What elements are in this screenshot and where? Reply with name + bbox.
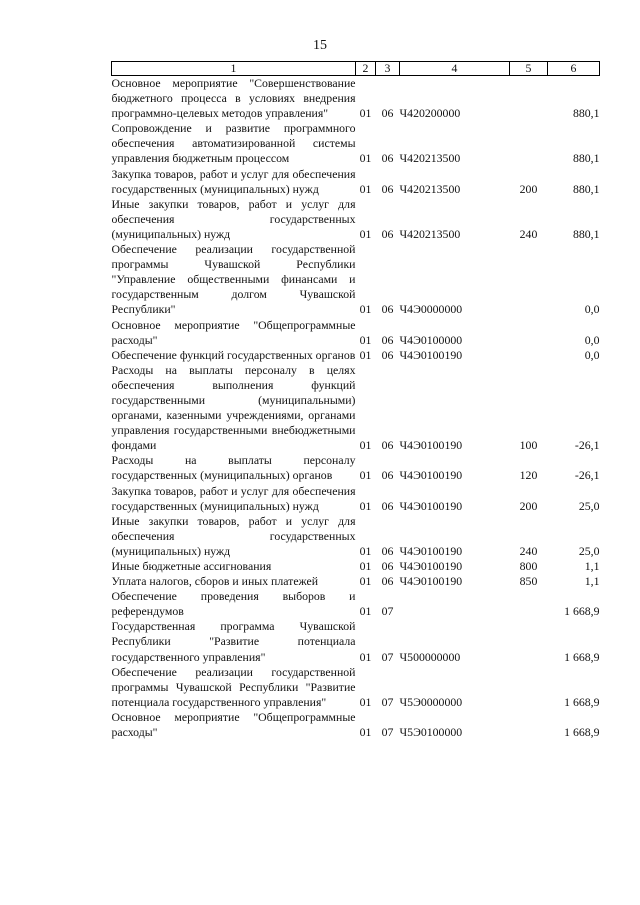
row-name: Обеспечение реализации государственной программы Чувашской Республики "Управление общественными финансами и государственным долгом Чувашской Республики" bbox=[111, 242, 356, 317]
table-row bbox=[112, 484, 600, 514]
row-amount: 1 668,9 bbox=[564, 649, 600, 664]
row-section: 01 bbox=[359, 559, 372, 573]
row-amount: -26,1 bbox=[574, 468, 600, 483]
row-amount: 1 668,9 bbox=[564, 725, 600, 740]
table-header-row bbox=[112, 62, 600, 76]
row-amount: 880,1 bbox=[572, 106, 600, 121]
row-name: Закупка товаров, работ и услуг для обеспечения государственных (муниципальных) нужд bbox=[111, 483, 356, 513]
row-name: Уплата налогов, сборов и иных платежей bbox=[111, 574, 319, 589]
row-section: 01 bbox=[359, 302, 372, 317]
column-header: 1 bbox=[112, 62, 356, 76]
row-amount: 880,1 bbox=[572, 181, 600, 196]
table-row bbox=[112, 453, 600, 483]
row-amount: 0,0 bbox=[584, 332, 600, 347]
table-row bbox=[112, 665, 600, 710]
row-amount: 1,1 bbox=[584, 574, 600, 589]
row-expense-type: 200 bbox=[519, 181, 538, 196]
row-expense-type bbox=[510, 348, 548, 363]
row-amount: 25,0 bbox=[578, 543, 600, 558]
row-name: Обеспечение реализации государственной программы Чувашской Республики "Развитие потенциала государственного управления" bbox=[111, 664, 356, 709]
row-amount: 880,1 bbox=[572, 226, 600, 241]
row-subsection: 06 bbox=[381, 106, 394, 121]
row-target-code: Ч4Э0000000 bbox=[399, 302, 463, 317]
row-expense-type: 850 bbox=[519, 574, 538, 589]
table-row bbox=[112, 318, 600, 348]
row-section: 01 bbox=[359, 604, 372, 619]
row-target-code: Ч420213500 bbox=[399, 226, 461, 241]
table-row bbox=[112, 710, 600, 740]
row-target-code bbox=[400, 589, 510, 619]
row-subsection: 06 bbox=[381, 468, 394, 483]
row-name: Обеспечение функций государственных органов bbox=[111, 347, 356, 362]
row-section: 01 bbox=[359, 694, 372, 709]
table-row bbox=[112, 167, 600, 197]
row-target-code: Ч5Э0100000 bbox=[399, 725, 463, 740]
row-subsection: 07 bbox=[381, 694, 394, 709]
row-subsection: 06 bbox=[381, 498, 394, 513]
row-amount: 1 668,9 bbox=[564, 604, 600, 619]
row-target-code: Ч4Э0100190 bbox=[399, 543, 463, 558]
row-subsection: 06 bbox=[381, 226, 394, 241]
row-subsection: 06 bbox=[381, 302, 394, 317]
row-section: 01 bbox=[359, 543, 372, 558]
row-amount: -26,1 bbox=[574, 438, 600, 453]
row-subsection: 07 bbox=[381, 725, 394, 740]
row-name: Расходы на выплаты персоналу государственных (муниципальных) органов bbox=[111, 453, 356, 483]
budget-table bbox=[111, 61, 600, 740]
row-expense-type bbox=[510, 589, 548, 619]
table-row bbox=[112, 348, 600, 363]
row-subsection: 06 bbox=[381, 151, 394, 166]
row-expense-type: 120 bbox=[519, 468, 538, 483]
row-section: 01 bbox=[359, 438, 372, 453]
row-target-code: Ч4Э0100190 bbox=[399, 498, 463, 513]
row-section: 01 bbox=[359, 649, 372, 664]
row-expense-type bbox=[510, 710, 548, 740]
row-section: 01 bbox=[359, 226, 372, 241]
row-name: Закупка товаров, работ и услуг для обеспечения государственных (муниципальных) нужд bbox=[111, 166, 356, 196]
row-subsection: 06 bbox=[381, 543, 394, 558]
row-target-code: Ч500000000 bbox=[399, 649, 461, 664]
row-amount: 0,0 bbox=[584, 347, 600, 362]
row-expense-type: 800 bbox=[519, 559, 538, 573]
row-amount: 1,1 bbox=[584, 559, 600, 573]
table-row bbox=[112, 242, 600, 317]
row-target-code: Ч420200000 bbox=[399, 106, 461, 121]
row-subsection: 06 bbox=[381, 181, 394, 196]
row-section: 01 bbox=[359, 347, 372, 362]
row-section: 01 bbox=[359, 151, 372, 166]
row-amount: 880,1 bbox=[572, 151, 600, 166]
row-name: Государственная программа Чувашской Республики "Развитие потенциала государственного управления" bbox=[111, 619, 356, 664]
row-section: 01 bbox=[359, 725, 372, 740]
table-body bbox=[112, 76, 600, 741]
row-amount: 25,0 bbox=[578, 498, 600, 513]
row-name: Основное мероприятие "Общепрограммные расходы" bbox=[111, 317, 356, 347]
row-expense-type: 240 bbox=[519, 543, 538, 558]
row-subsection: 06 bbox=[381, 559, 394, 573]
row-expense-type bbox=[510, 318, 548, 348]
row-name: Обеспечение проведения выборов и референдумов bbox=[111, 589, 356, 619]
row-name: Иные закупки товаров, работ и услуг для обеспечения государственных (муниципальных) нужд bbox=[111, 196, 356, 241]
row-target-code: Ч420213500 bbox=[399, 181, 461, 196]
row-name: Сопровождение и развитие программного обеспечения автоматизированной системы управления бюджетным процессом bbox=[111, 121, 356, 166]
row-section: 01 bbox=[359, 498, 372, 513]
table-row bbox=[112, 559, 600, 574]
row-target-code: Ч4Э0100190 bbox=[399, 468, 463, 483]
row-subsection: 06 bbox=[381, 574, 394, 589]
row-expense-type bbox=[510, 242, 548, 317]
row-subsection: 06 bbox=[381, 332, 394, 347]
row-expense-type: 100 bbox=[519, 438, 538, 453]
row-name: Основное мероприятие "Совершенствование бюджетного процесса в условиях внедрения программно-целевых методов управления" bbox=[111, 76, 356, 121]
row-name: Расходы на выплаты персоналу в целях обеспечения выполнения функций государственными (муниципальными) органами, казенными учреждениями, органами управления государственными внебюджетными фондами bbox=[111, 362, 356, 453]
row-amount: 1 668,9 bbox=[564, 694, 600, 709]
row-name: Основное мероприятие "Общепрограммные расходы" bbox=[111, 709, 356, 740]
table-row bbox=[112, 76, 600, 122]
column-header: 6 bbox=[548, 62, 600, 76]
row-expense-type bbox=[510, 121, 548, 166]
row-target-code: Ч5Э0000000 bbox=[399, 694, 463, 709]
column-header: 4 bbox=[400, 62, 510, 76]
table-row bbox=[112, 514, 600, 559]
row-section: 01 bbox=[359, 181, 372, 196]
row-section: 01 bbox=[359, 332, 372, 347]
row-expense-type bbox=[510, 665, 548, 710]
row-expense-type: 200 bbox=[519, 498, 538, 513]
row-name: Иные закупки товаров, работ и услуг для обеспечения государственных (муниципальных) нужд bbox=[111, 513, 356, 558]
row-target-code: Ч4Э0100190 bbox=[399, 559, 463, 573]
table-row bbox=[112, 363, 600, 454]
row-target-code: Ч4Э0100190 bbox=[399, 347, 463, 362]
row-section: 01 bbox=[359, 106, 372, 121]
page-number: 15 bbox=[313, 38, 327, 53]
table-row bbox=[112, 619, 600, 664]
row-subsection: 06 bbox=[381, 347, 394, 362]
row-subsection: 06 bbox=[381, 438, 394, 453]
row-subsection: 07 bbox=[381, 604, 394, 619]
table-row bbox=[112, 574, 600, 589]
table-row bbox=[112, 121, 600, 166]
row-target-code: Ч4Э0100000 bbox=[399, 332, 463, 347]
row-subsection: 07 bbox=[381, 649, 394, 664]
row-target-code: Ч420213500 bbox=[399, 151, 461, 166]
row-expense-type: 240 bbox=[519, 226, 538, 241]
row-expense-type bbox=[510, 76, 548, 122]
row-section: 01 bbox=[359, 468, 372, 483]
table-row bbox=[112, 197, 600, 242]
row-name: Иные бюджетные ассигнования bbox=[111, 559, 272, 573]
row-target-code: Ч4Э0100190 bbox=[399, 574, 463, 589]
column-header: 5 bbox=[510, 62, 548, 76]
row-amount: 0,0 bbox=[584, 302, 600, 317]
row-expense-type bbox=[510, 619, 548, 664]
row-target-code: Ч4Э0100190 bbox=[399, 438, 463, 453]
row-section: 01 bbox=[359, 574, 372, 589]
table-row bbox=[112, 589, 600, 619]
column-header: 2 bbox=[356, 62, 376, 76]
column-header: 3 bbox=[376, 62, 400, 76]
